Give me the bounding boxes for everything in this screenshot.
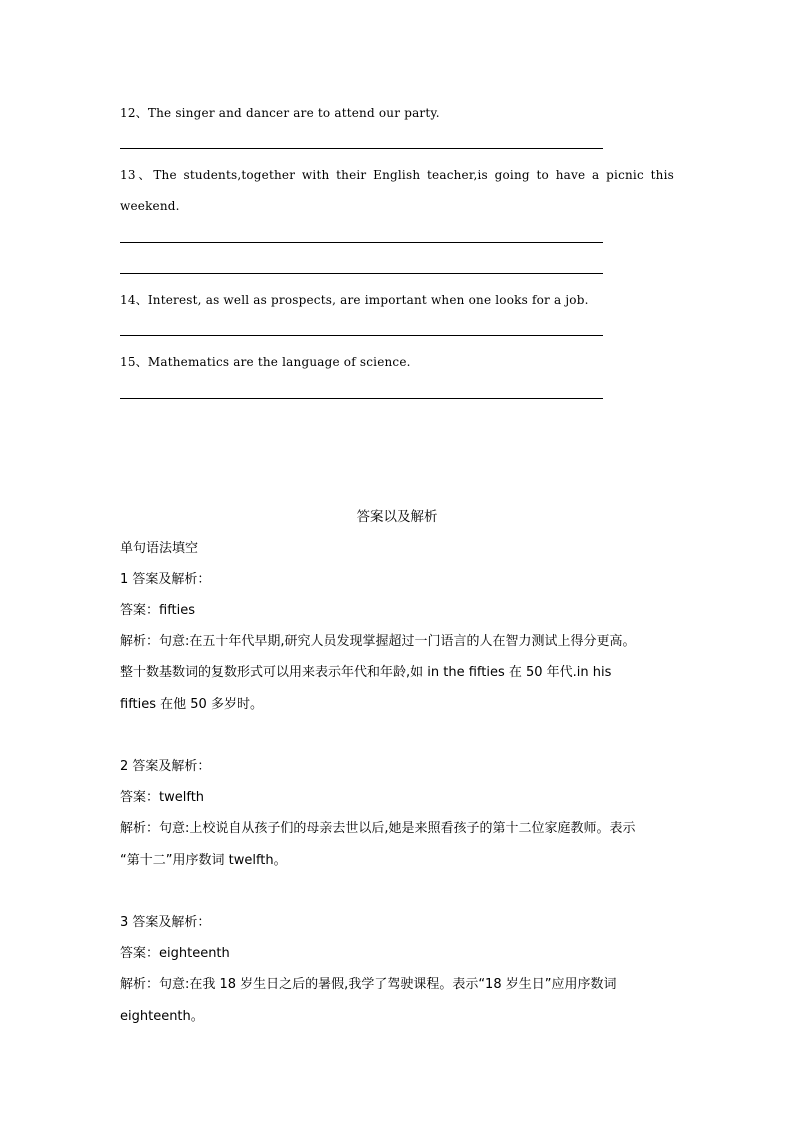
section-heading: 单句语法填空 (120, 541, 199, 556)
answer-1-heading: 1 答案及解析： (120, 572, 211, 587)
question-15-text: 15、Mathematics are the language of science. (120, 355, 411, 369)
answer-2-heading: 2 答案及解析： (120, 759, 211, 774)
question-13-text-line1: 13、The students,together with their English teacher,is going to have a picnic this (120, 168, 674, 182)
answer-3-value: 答案：eighteenth (120, 946, 230, 961)
answer-line-13b (120, 273, 603, 274)
answer-line-15 (120, 398, 603, 399)
answer-2-analysis-line1: 解析：句意:上校说自从孩子们的母亲去世以后,她是来照看孩子的第十二位家庭教师。表示 (120, 821, 636, 836)
answer-1-analysis-line3: fifties 在他 50 多岁时。 (120, 697, 263, 712)
answer-1-analysis-line2: 整十数基数词的复数形式可以用来表示年代和年龄,如 in the fifties 在 50 年代.in his (120, 665, 612, 680)
answer-line-13a (120, 242, 603, 243)
question-12-text: 12、The singer and dancer are to attend our party. (120, 106, 440, 120)
question-13-text-line2: weekend. (120, 199, 180, 213)
answer-line-14 (120, 335, 603, 336)
answer-3-analysis-line2: eighteenth。 (120, 1009, 204, 1024)
answer-line-12 (120, 148, 603, 149)
answer-1-value: 答案：fifties (120, 603, 196, 618)
answers-title: 答案以及解析 (356, 509, 438, 525)
answer-1-analysis-line1: 解析：句意:在五十年代早期,研究人员发现掌握超过一门语言的人在智力测试上得分更高。 (120, 634, 636, 649)
answer-2-analysis-line2: “第十二”用序数词 twelfth。 (120, 853, 287, 868)
answer-3-heading: 3 答案及解析： (120, 915, 211, 930)
answer-2-value: 答案：twelfth (120, 790, 205, 805)
answer-3-analysis-line1: 解析：句意:在我 18 岁生日之后的暑假,我学了驾驶课程。表示“18 岁生日”应用序数词 (120, 977, 617, 992)
question-14-text: 14、Interest, as well as prospects, are important when one looks for a job. (120, 293, 589, 307)
